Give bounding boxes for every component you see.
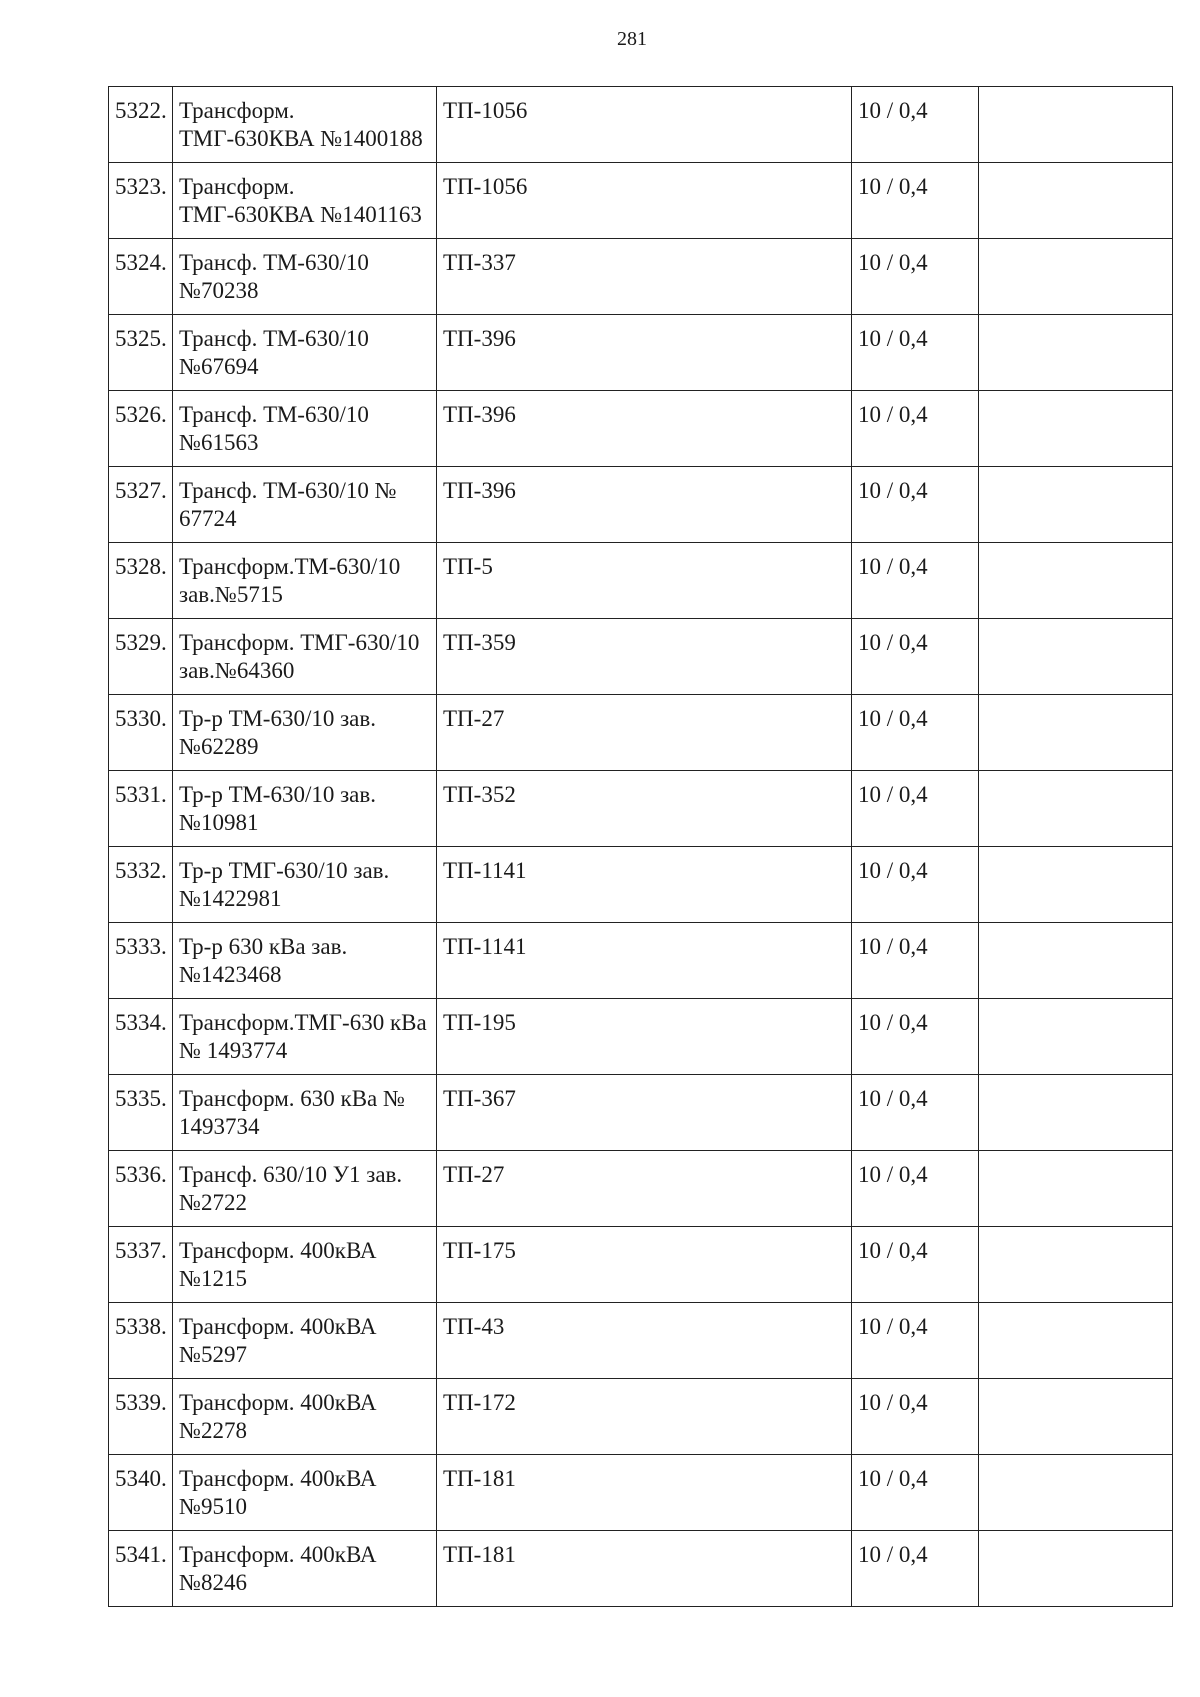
equipment-name-cell: Тр-р 630 кВа зав.№1423468 xyxy=(173,923,437,999)
voltage-cell: 10 / 0,4 xyxy=(852,87,979,163)
empty-cell xyxy=(979,163,1173,239)
empty-cell xyxy=(979,239,1173,315)
substation-cell: ТП-27 xyxy=(437,695,852,771)
substation-cell: ТП-181 xyxy=(437,1531,852,1607)
row-number-cell: 5337. xyxy=(109,1227,173,1303)
empty-cell xyxy=(979,543,1173,619)
equipment-name-cell: Трансформ.ТМ-630/10 зав.№5715 xyxy=(173,543,437,619)
row-number-cell: 5331. xyxy=(109,771,173,847)
equipment-name-cell: Трансформ. 400кВА №5297 xyxy=(173,1303,437,1379)
voltage-cell: 10 / 0,4 xyxy=(852,163,979,239)
voltage-cell: 10 / 0,4 xyxy=(852,239,979,315)
empty-cell xyxy=(979,847,1173,923)
substation-cell: ТП-352 xyxy=(437,771,852,847)
row-number-cell: 5322. xyxy=(109,87,173,163)
row-number-cell: 5327. xyxy=(109,467,173,543)
row-number-cell: 5332. xyxy=(109,847,173,923)
voltage-cell: 10 / 0,4 xyxy=(852,1303,979,1379)
voltage-cell: 10 / 0,4 xyxy=(852,1075,979,1151)
substation-cell: ТП-1056 xyxy=(437,87,852,163)
empty-cell xyxy=(979,999,1173,1075)
row-number-cell: 5339. xyxy=(109,1379,173,1455)
table-row xyxy=(109,1227,1173,1303)
table-row xyxy=(109,543,1173,619)
substation-cell: ТП-337 xyxy=(437,239,852,315)
row-number-cell: 5336. xyxy=(109,1151,173,1227)
substation-cell: ТП-27 xyxy=(437,1151,852,1227)
substation-cell: ТП-1141 xyxy=(437,923,852,999)
substation-cell: ТП-396 xyxy=(437,391,852,467)
table-row xyxy=(109,163,1173,239)
table-row xyxy=(109,87,1173,163)
row-number-cell: 5335. xyxy=(109,1075,173,1151)
voltage-cell: 10 / 0,4 xyxy=(852,315,979,391)
empty-cell xyxy=(979,1531,1173,1607)
voltage-cell: 10 / 0,4 xyxy=(852,543,979,619)
empty-cell xyxy=(979,1227,1173,1303)
row-number-cell: 5325. xyxy=(109,315,173,391)
voltage-cell: 10 / 0,4 xyxy=(852,999,979,1075)
voltage-cell: 10 / 0,4 xyxy=(852,1151,979,1227)
empty-cell xyxy=(979,619,1173,695)
equipment-name-cell: Трансформ. ТМГ-630/10 зав.№64360 xyxy=(173,619,437,695)
substation-cell: ТП-175 xyxy=(437,1227,852,1303)
row-number-cell: 5330. xyxy=(109,695,173,771)
row-number-cell: 5334. xyxy=(109,999,173,1075)
empty-cell xyxy=(979,467,1173,543)
voltage-cell: 10 / 0,4 xyxy=(852,771,979,847)
substation-cell: ТП-396 xyxy=(437,315,852,391)
row-number-cell: 5323. xyxy=(109,163,173,239)
table-row xyxy=(109,467,1173,543)
row-number-cell: 5328. xyxy=(109,543,173,619)
table-row xyxy=(109,923,1173,999)
table-row xyxy=(109,391,1173,467)
empty-cell xyxy=(979,1303,1173,1379)
equipment-name-cell: Трансформ. 400кВА №2278 xyxy=(173,1379,437,1455)
table-row xyxy=(109,847,1173,923)
empty-cell xyxy=(979,923,1173,999)
equipment-name-cell: Тр-р ТМ-630/10 зав.№10981 xyxy=(173,771,437,847)
table-row xyxy=(109,1151,1173,1227)
row-number-cell: 5329. xyxy=(109,619,173,695)
equipment-name-cell: Трансформ.ТМГ-630 кВа № 1493774 xyxy=(173,999,437,1075)
table-row xyxy=(109,619,1173,695)
table-row xyxy=(109,1455,1173,1531)
voltage-cell: 10 / 0,4 xyxy=(852,467,979,543)
equipment-name-cell: Трансформ. 630 кВа № 1493734 xyxy=(173,1075,437,1151)
substation-cell: ТП-181 xyxy=(437,1455,852,1531)
empty-cell xyxy=(979,391,1173,467)
substation-cell: ТП-359 xyxy=(437,619,852,695)
empty-cell xyxy=(979,1455,1173,1531)
equipment-name-cell: Трансформ. 400кВА №9510 xyxy=(173,1455,437,1531)
substation-cell: ТП-1056 xyxy=(437,163,852,239)
page-number: 281 xyxy=(617,28,647,50)
equipment-name-cell: Трансформ. 400кВА №1215 xyxy=(173,1227,437,1303)
table-row xyxy=(109,1531,1173,1607)
voltage-cell: 10 / 0,4 xyxy=(852,1379,979,1455)
table-row xyxy=(109,1075,1173,1151)
row-number-cell: 5341. xyxy=(109,1531,173,1607)
row-number-cell: 5324. xyxy=(109,239,173,315)
table-row xyxy=(109,999,1173,1075)
row-number-cell: 5338. xyxy=(109,1303,173,1379)
empty-cell xyxy=(979,695,1173,771)
equipment-name-cell: Тр-р ТМ-630/10 зав.№62289 xyxy=(173,695,437,771)
table-row xyxy=(109,315,1173,391)
substation-cell: ТП-172 xyxy=(437,1379,852,1455)
empty-cell xyxy=(979,315,1173,391)
voltage-cell: 10 / 0,4 xyxy=(852,1227,979,1303)
empty-cell xyxy=(979,771,1173,847)
equipment-name-cell: Трансформ. 400кВА №8246 xyxy=(173,1531,437,1607)
equipment-name-cell: Трансформ. ТМГ-630КВА №1401163 xyxy=(173,163,437,239)
table-row xyxy=(109,771,1173,847)
equipment-name-cell: Трансформ. ТМГ-630КВА №1400188 xyxy=(173,87,437,163)
row-number-cell: 5340. xyxy=(109,1455,173,1531)
voltage-cell: 10 / 0,4 xyxy=(852,923,979,999)
equipment-name-cell: Трансф. ТМ-630/10 №61563 xyxy=(173,391,437,467)
voltage-cell: 10 / 0,4 xyxy=(852,695,979,771)
equipment-name-cell: Трансф. ТМ-630/10 №67694 xyxy=(173,315,437,391)
substation-cell: ТП-5 xyxy=(437,543,852,619)
voltage-cell: 10 / 0,4 xyxy=(852,619,979,695)
voltage-cell: 10 / 0,4 xyxy=(852,391,979,467)
substation-cell: ТП-43 xyxy=(437,1303,852,1379)
table-row xyxy=(109,695,1173,771)
substation-cell: ТП-195 xyxy=(437,999,852,1075)
equipment-name-cell: Тр-р ТМГ-630/10 зав.№1422981 xyxy=(173,847,437,923)
table-row xyxy=(109,1303,1173,1379)
voltage-cell: 10 / 0,4 xyxy=(852,1455,979,1531)
table-row xyxy=(109,1379,1173,1455)
empty-cell xyxy=(979,87,1173,163)
substation-cell: ТП-367 xyxy=(437,1075,852,1151)
row-number-cell: 5326. xyxy=(109,391,173,467)
row-number-cell: 5333. xyxy=(109,923,173,999)
equipment-name-cell: Трансф. ТМ-630/10 № 67724 xyxy=(173,467,437,543)
substation-cell: ТП-1141 xyxy=(437,847,852,923)
equipment-name-cell: Трансф. ТМ-630/10 №70238 xyxy=(173,239,437,315)
empty-cell xyxy=(979,1075,1173,1151)
substation-cell: ТП-396 xyxy=(437,467,852,543)
table-row xyxy=(109,239,1173,315)
empty-cell xyxy=(979,1379,1173,1455)
voltage-cell: 10 / 0,4 xyxy=(852,1531,979,1607)
equipment-table-body xyxy=(109,87,1173,1607)
equipment-name-cell: Трансф. 630/10 У1 зав.№2722 xyxy=(173,1151,437,1227)
equipment-table xyxy=(108,86,1173,1607)
empty-cell xyxy=(979,1151,1173,1227)
voltage-cell: 10 / 0,4 xyxy=(852,847,979,923)
